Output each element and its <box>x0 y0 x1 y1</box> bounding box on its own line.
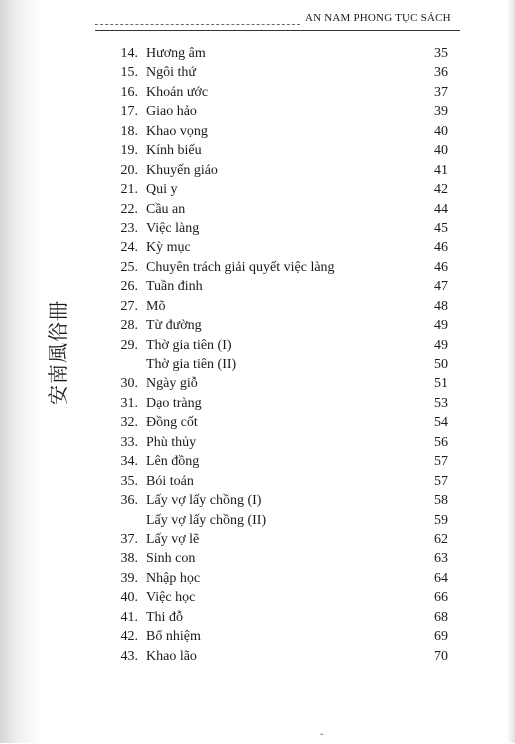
toc-entry-number: 38. <box>120 551 138 567</box>
toc-entry-page: 50 <box>434 357 448 372</box>
toc-entry-page: 63 <box>434 551 448 567</box>
header-dash-line <box>95 24 300 25</box>
toc-entry-number: 14. <box>120 46 138 61</box>
toc-entry-page: 56 <box>434 434 448 450</box>
toc-entry <box>0 258 515 277</box>
header-rule <box>95 30 460 31</box>
toc-entry <box>0 316 515 335</box>
toc-entry-page: 46 <box>434 240 448 256</box>
toc-entry-number: 28. <box>120 318 138 334</box>
toc-entry <box>0 297 515 316</box>
toc-entry-page: 57 <box>434 454 448 470</box>
toc-entry-page: 48 <box>434 298 448 314</box>
toc-entry-title: Ngôi thứ <box>146 65 196 81</box>
toc-entry-page: 66 <box>434 590 448 606</box>
toc-entry-title: Lấy vợ lấy chồng (II) <box>146 512 267 528</box>
toc-entry-title: Chuyên trách giải quyết việc làng <box>146 259 335 275</box>
toc-entry <box>0 63 515 82</box>
toc-entry-title: Từ đường <box>146 318 202 334</box>
footer-mark: ˇ <box>320 733 324 744</box>
toc-entry-page: 54 <box>434 415 448 431</box>
toc-entry-number: 32. <box>120 415 138 431</box>
toc-entry-title: Bổ nhiệm <box>146 629 201 645</box>
toc-entry <box>0 44 515 63</box>
toc-entry-title: Phù thủy <box>146 434 197 450</box>
header-title: AN NAM PHONG TỤC SÁCH <box>305 12 451 24</box>
toc-entry-page: 39 <box>434 104 448 120</box>
toc-entry-page: 58 <box>434 493 448 509</box>
table-of-contents <box>0 44 515 666</box>
toc-entry-number: 22. <box>120 201 138 217</box>
toc-entry-number: 33. <box>120 434 138 450</box>
toc-entry-page: 40 <box>434 123 448 139</box>
toc-entry <box>0 83 515 102</box>
toc-entry-title: Tuần đinh <box>146 279 203 295</box>
toc-entry-title: Thờ gia tiên (I) <box>146 337 232 353</box>
toc-entry-page: 59 <box>434 512 448 528</box>
toc-entry <box>0 355 515 374</box>
toc-entry-number: 30. <box>120 376 138 392</box>
toc-entry-number: 42. <box>120 629 138 645</box>
toc-entry <box>0 394 515 413</box>
toc-entry <box>0 452 515 471</box>
toc-entry-title: Khao vọng <box>146 123 208 139</box>
toc-entry-number: 34. <box>120 454 138 470</box>
toc-entry-title: Ngày giỗ <box>146 376 198 392</box>
toc-entry-number: 35. <box>120 473 138 489</box>
toc-entry <box>0 219 515 238</box>
toc-entry-page: 45 <box>434 220 448 236</box>
running-header <box>95 10 460 32</box>
toc-entry <box>0 122 515 141</box>
toc-entry-title: Dạo tràng <box>146 395 202 411</box>
toc-entry-number: 19. <box>120 143 138 159</box>
toc-entry <box>0 200 515 219</box>
toc-entry-title: Việc học <box>146 590 196 606</box>
toc-entry-number: 25. <box>120 259 138 275</box>
toc-entry-title: Cầu an <box>146 201 186 217</box>
toc-entry <box>0 277 515 296</box>
toc-entry <box>0 161 515 180</box>
toc-entry-number: 21. <box>120 182 138 198</box>
toc-entry <box>0 588 515 607</box>
toc-entry-number: 39. <box>120 570 138 586</box>
toc-entry-page: 35 <box>434 46 448 61</box>
toc-entry <box>0 433 515 452</box>
toc-entry <box>0 141 515 160</box>
toc-entry-title: Khao lão <box>146 648 197 664</box>
toc-entry-page: 47 <box>434 279 448 295</box>
toc-entry <box>0 102 515 121</box>
toc-entry-number: 36. <box>120 493 138 509</box>
toc-entry-title: Lấy vợ lấy chồng (I) <box>146 493 262 509</box>
toc-entry-number: 15. <box>120 65 138 81</box>
toc-entry-title: Khuyến giáo <box>146 162 218 178</box>
toc-entry <box>0 549 515 568</box>
toc-entry <box>0 647 515 666</box>
toc-entry-number: 24. <box>120 240 138 256</box>
toc-entry <box>0 530 515 549</box>
toc-entry-number: 40. <box>120 590 138 606</box>
toc-entry <box>0 491 515 510</box>
toc-entry-page: 49 <box>434 318 448 334</box>
toc-entry <box>0 569 515 588</box>
toc-entry-title: Nhập học <box>146 570 201 586</box>
toc-entry <box>0 608 515 627</box>
toc-entry-page: 70 <box>434 648 448 664</box>
toc-entry-title: Lấy vợ lẽ <box>146 531 200 547</box>
toc-entry-page: 40 <box>434 143 448 159</box>
toc-entry <box>0 627 515 646</box>
toc-entry-title: Kỳ mục <box>146 240 191 256</box>
toc-entry-number: 17. <box>120 104 138 120</box>
toc-entry-title: Qui y <box>146 182 178 198</box>
toc-entry <box>0 374 515 393</box>
toc-entry <box>0 511 515 530</box>
toc-entry-title: Thờ gia tiên (II) <box>146 357 237 372</box>
toc-entry-page: 57 <box>434 473 448 489</box>
toc-entry-title: Giao hảo <box>146 104 197 120</box>
toc-entry-title: Lên đồng <box>146 454 200 470</box>
toc-entry-number: 31. <box>120 395 138 411</box>
toc-entry-number: 41. <box>120 609 138 625</box>
toc-entry-page: 53 <box>434 395 448 411</box>
toc-entry <box>0 413 515 432</box>
toc-entry-title: Thi đỗ <box>146 609 183 625</box>
toc-entry-number: 20. <box>120 162 138 178</box>
toc-entry-number: 27. <box>120 298 138 314</box>
toc-entry-title: Bói toán <box>146 473 194 489</box>
toc-entry-number: 16. <box>120 84 138 100</box>
toc-entry <box>0 336 515 355</box>
toc-entry-title: Đồng cốt <box>146 415 198 431</box>
toc-entry-number: 37. <box>120 531 138 547</box>
toc-entry-page: 46 <box>434 259 448 275</box>
toc-entry-page: 68 <box>434 609 448 625</box>
toc-entry-page: 49 <box>434 337 448 353</box>
toc-entry-page: 64 <box>434 570 448 586</box>
toc-entry-title: Việc làng <box>146 220 200 236</box>
toc-entry-page: 36 <box>434 65 448 81</box>
toc-entry-number: 29. <box>120 337 138 353</box>
toc-entry-page: 41 <box>434 162 448 178</box>
toc-entry <box>0 238 515 257</box>
toc-entry-title: Sinh con <box>146 551 196 567</box>
toc-entry-title: Kính biếu <box>146 143 202 159</box>
toc-entry <box>0 180 515 199</box>
toc-entry-number: 43. <box>120 648 138 664</box>
toc-entry-title: Hương âm <box>146 46 206 61</box>
toc-entry <box>0 472 515 491</box>
toc-entry-number: 23. <box>120 220 138 236</box>
side-label-text: 安南風俗冊 <box>45 299 70 405</box>
toc-entry-page: 42 <box>434 182 448 198</box>
toc-entry-number: 18. <box>120 123 138 139</box>
toc-entry-number: 26. <box>120 279 138 295</box>
toc-entry-page: 62 <box>434 531 448 547</box>
toc-entry-page: 37 <box>434 84 448 100</box>
toc-entry-page: 44 <box>434 201 448 217</box>
toc-entry-title: Khoán ước <box>146 84 209 100</box>
toc-entry-page: 51 <box>434 376 448 392</box>
toc-entry-page: 69 <box>434 629 448 645</box>
toc-entry-title: Mõ <box>146 298 166 314</box>
